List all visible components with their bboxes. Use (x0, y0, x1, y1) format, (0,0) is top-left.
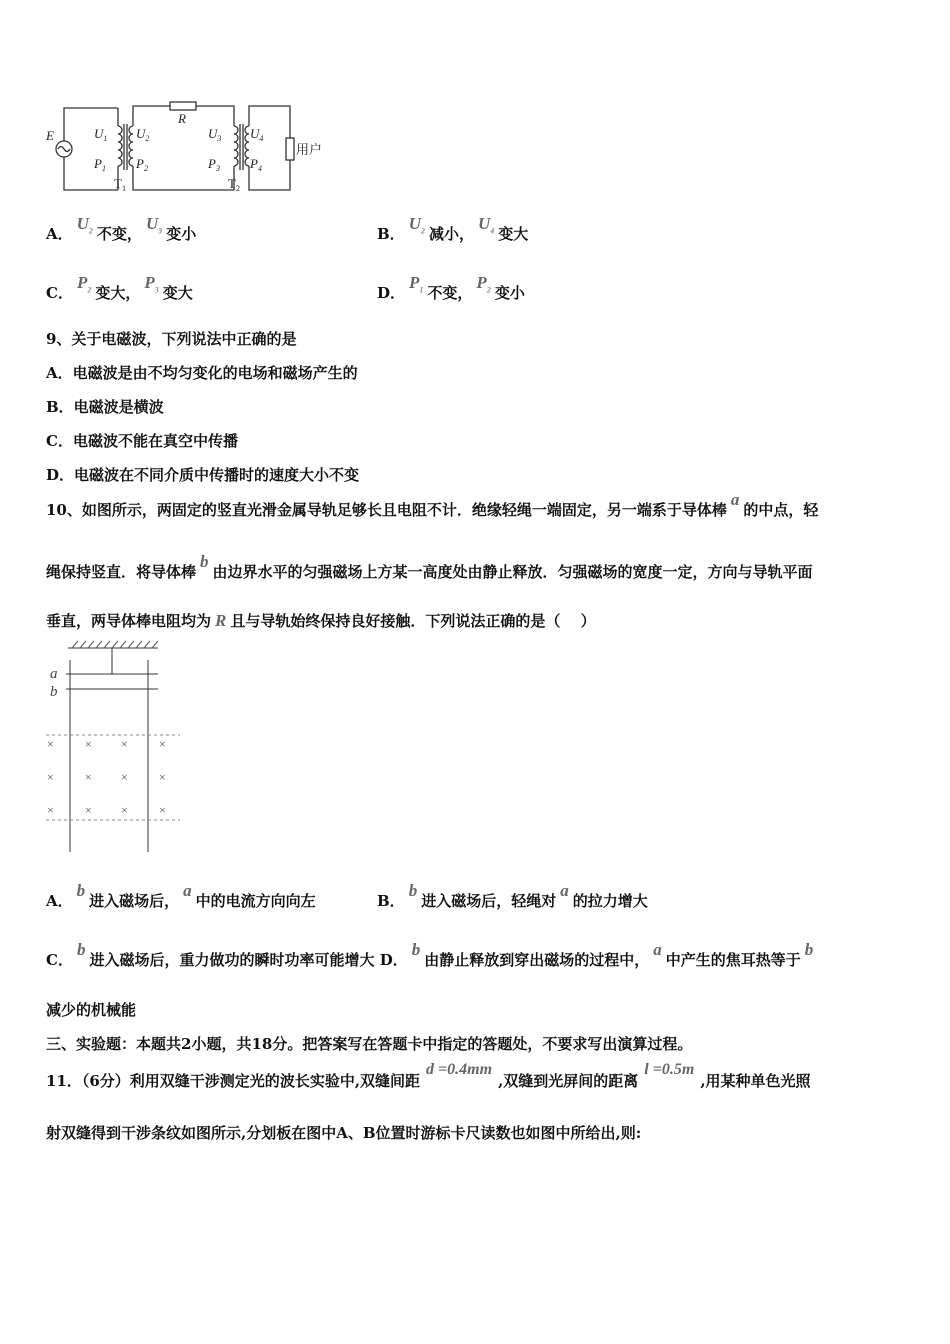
svg-text:T2: $T_2$ (228, 176, 240, 193)
svg-text:×: × (47, 803, 54, 817)
svg-text:U2: $U_2$ (136, 126, 150, 143)
svg-text:×: × (159, 770, 166, 784)
svg-text:×: × (121, 770, 128, 784)
q8-option-b: B．$U_2$ 减小，$U_4$ 变大 (377, 214, 529, 243)
q9-option-b: B．电磁波是横波 (46, 398, 164, 416)
q8-option-a: A．$U_2$ 不变，$U_3$ 变小 (46, 214, 197, 243)
svg-text:P2: $P_2$ (136, 156, 148, 173)
svg-text:×: × (159, 737, 166, 751)
user-label: 用户 (296, 142, 323, 157)
section-3-heading: 三、实验题：本题共2小题，共18分。把答案写在答题卡中指定的答题处，不要求写出演算过程。 (46, 1035, 693, 1053)
q8-option-c: C．$P_2$ 变大，$P_3$ 变大 (46, 273, 193, 302)
svg-text:×: × (85, 770, 92, 784)
q10-stem-line-1: 10、如图所示，两固定的竖直光滑金属导轨足够长且电阻不计．绝缘轻绳一端固定，另一端系于导体棒a的中点，轻 (46, 490, 819, 519)
svg-text:U1: $U_1$ (94, 126, 108, 143)
transformer-circuit-diagram (44, 98, 334, 198)
q10-option-d-continued: 减少的机械能 (46, 1001, 137, 1019)
source-label: E (46, 128, 54, 143)
svg-text:×: × (121, 803, 128, 817)
q10-stem-line-3: 垂直，两导体棒电阻均为 R 且与导轨始终保持良好接触．下列说法正确的是（ ） (46, 611, 596, 630)
q10-option-a: A．b进入磁场后，a中的电流方向向左 (46, 881, 316, 910)
svg-text:P3: $P_3$ (208, 156, 220, 173)
svg-text:×: × (85, 803, 92, 817)
q9-option-a: A．电磁波是由不均匀变化的电场和磁场产生的 (46, 364, 358, 382)
svg-text:P1: $P_1$ (94, 156, 106, 173)
q9-option-d: D．电磁波在不同介质中传播时的速度大小不变 (46, 466, 360, 484)
svg-text:×: × (47, 737, 54, 751)
rails-magnetic-field-diagram (44, 640, 184, 855)
q8-option-d: D．$P_1$ 不变，$P_2$ 变小 (377, 273, 525, 302)
q10-stem-line-2: 绳保持竖直．将导体棒b由边界水平的匀强磁场上方某一高度处由静止释放．匀强磁场的宽度一定，方向与导轨平面 (46, 552, 813, 581)
rod-a-label: a (50, 666, 58, 682)
q11-stem-line-1: 11．（6分）利用双缝干涉测定光的波长实验中,双缝间距d =0.4mm,双缝到光屏间的距离l =0.5m,用某种单色光照 (46, 1061, 811, 1090)
svg-text:×: × (85, 737, 92, 751)
q11-stem-line-2: 射双缝得到干涉条纹如图所示,分划板在图中A、B位置时游标卡尺读数也如图中所给出,则: (46, 1124, 642, 1142)
svg-text:×: × (121, 737, 128, 751)
q9-option-c: C．电磁波不能在真空中传播 (46, 432, 238, 450)
svg-text:T1: $T_1$ (114, 176, 126, 193)
rod-b-label: b (50, 684, 58, 700)
svg-text:U4: $U_4$ (250, 126, 264, 143)
svg-text:×: × (159, 803, 166, 817)
resistor-label: R (178, 111, 186, 126)
q10-option-c-d: C．b进入磁场后，重力做功的瞬时功率可能增大 D．b由静止释放到穿出磁场的过程中，a中产生的焦耳热等于b (46, 940, 814, 969)
q9-stem: 9、关于电磁波，下列说法中正确的是 (46, 330, 297, 348)
svg-text:×: × (47, 770, 54, 784)
svg-text:U3: $U_3$ (208, 126, 222, 143)
svg-text:P4: $P_4$ (250, 156, 262, 173)
q10-option-b: B．b进入磁场后，轻绳对a的拉力增大 (377, 881, 648, 910)
